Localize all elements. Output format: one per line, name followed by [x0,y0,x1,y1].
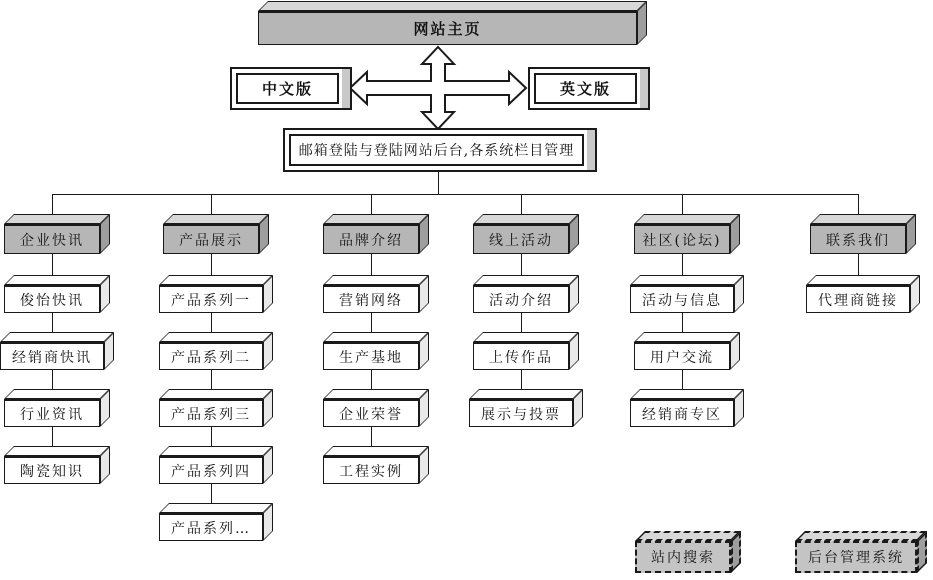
box-top-face [323,446,429,456]
column-2-item-box [159,389,274,428]
box-label: 社区(论坛) [634,224,730,254]
box-top-face [806,275,920,285]
box-label: 俊怡快讯 [4,285,100,313]
box-label: 网站主页 [258,11,637,45]
box-top-face [0,332,114,342]
box-label: 线上活动 [473,224,569,254]
box-top-face [630,389,744,399]
connector-line [52,370,53,390]
column-1-item-box [4,446,111,485]
column-5-item-box [630,275,745,314]
column-4-item-box [473,275,580,314]
connector-line [858,254,859,276]
box-label: 经销商专区 [630,399,734,427]
box-top-face [159,275,273,285]
box-label: 营销网络 [323,285,419,313]
connector-line [371,313,372,333]
admin-login-label: 邮箱登陆与登陆网站后台,各系统栏目管理 [289,134,584,166]
box-label: 产品系列… [159,513,263,541]
box-label: 后台管理系统 [795,541,917,573]
connector-line [521,370,522,390]
column-4-header-box [473,214,580,255]
connector-line [371,194,372,215]
box-top-face [323,275,429,285]
box-label: 行业资讯 [4,399,100,427]
box-side-face [637,1,647,45]
box-top-face [473,275,579,285]
connector-line [371,370,372,390]
column-3-header-box [323,214,430,255]
column-4-item-box [473,332,580,371]
connector-line [371,254,372,276]
connector-line [211,313,212,333]
connector-line [371,427,372,447]
connector-line [52,427,53,447]
box-top-face [4,275,110,285]
box-label: 经销商快讯 [0,342,104,370]
box-top-face [159,446,273,456]
connector-line [521,313,522,333]
column-4-item-box [469,389,584,428]
box-label: 产品展示 [163,224,259,254]
connector-line [211,370,212,390]
connector-line [52,194,53,215]
box-label: 产品系列三 [159,399,263,427]
column-2-item-box [159,332,274,371]
column-6-header-box [810,214,917,255]
box-label: 展示与投票 [469,399,573,427]
column-2-item-box [159,446,274,485]
four-way-arrow-shape [350,47,526,129]
box-top-face [630,275,744,285]
column-3-item-box [323,275,430,314]
box-top-face [159,389,273,399]
connector-line [52,254,53,276]
box-label: 工程实例 [323,456,419,484]
connector-line [682,254,683,276]
box-label: 产品系列二 [159,342,263,370]
box-top-face [163,214,269,224]
box-top-face [159,503,273,513]
connector-line [858,194,859,215]
backend-admin-box [795,531,928,574]
connector-line [438,172,439,195]
column-1-item-box [4,389,111,428]
box-top-face [635,531,741,541]
box-top-face [810,214,916,224]
column-2-header-box [163,214,270,255]
box-top-face [634,332,740,342]
box-label: 活动与信息 [630,285,734,313]
chinese-version-box [230,67,352,110]
homepage-box [258,1,648,46]
column-1-item-box [4,275,111,314]
four-way-arrow-icon [348,45,528,131]
column-6-item-box [806,275,921,314]
column-3-item-box [323,389,430,428]
box-label: 陶瓷知识 [4,456,100,484]
connector-line [211,254,212,276]
box-top-face [795,531,927,541]
connector-line [521,194,522,215]
box-label: 产品系列一 [159,285,263,313]
box-top-face [258,1,647,11]
box-label: 代理商链接 [806,285,910,313]
english-version-box [528,67,650,110]
box-label: 上传作品 [473,342,569,370]
box-top-face [323,332,429,342]
connector-line [521,254,522,276]
box-top-face [4,446,110,456]
box-top-face [4,214,110,224]
column-2-item-box [159,275,274,314]
english-version-label: 英文版 [534,73,637,104]
box-label: 产品系列四 [159,456,263,484]
connector-line [52,194,858,195]
box-top-face [4,389,110,399]
box-top-face [323,214,429,224]
site-search-box [635,531,742,574]
box-label: 活动介绍 [473,285,569,313]
connector-line [682,313,683,333]
column-3-item-box [323,332,430,371]
box-top-face [469,389,583,399]
box-label: 用户交流 [634,342,730,370]
box-label: 站内搜索 [635,541,731,573]
column-5-item-box [634,332,741,371]
connector-line [211,194,212,215]
column-1-header-box [4,214,111,255]
connector-line [52,313,53,333]
connector-line [211,427,212,447]
box-label: 品牌介绍 [323,224,419,254]
column-2-item-box [159,503,274,542]
box-top-face [473,332,579,342]
box-top-face [159,332,273,342]
box-top-face [323,389,429,399]
chinese-version-label: 中文版 [236,73,339,104]
box-label: 企业快讯 [4,224,100,254]
admin-login-box [283,128,597,172]
column-5-item-box [630,389,745,428]
column-1-item-box [0,332,115,371]
box-top-face [473,214,579,224]
connector-line [682,194,683,215]
connector-line [211,484,212,504]
column-5-header-box [634,214,741,255]
box-label: 联系我们 [810,224,906,254]
box-label: 企业荣誉 [323,399,419,427]
box-top-face [634,214,740,224]
column-3-item-box [323,446,430,485]
box-label: 生产基地 [323,342,419,370]
connector-line [682,370,683,390]
